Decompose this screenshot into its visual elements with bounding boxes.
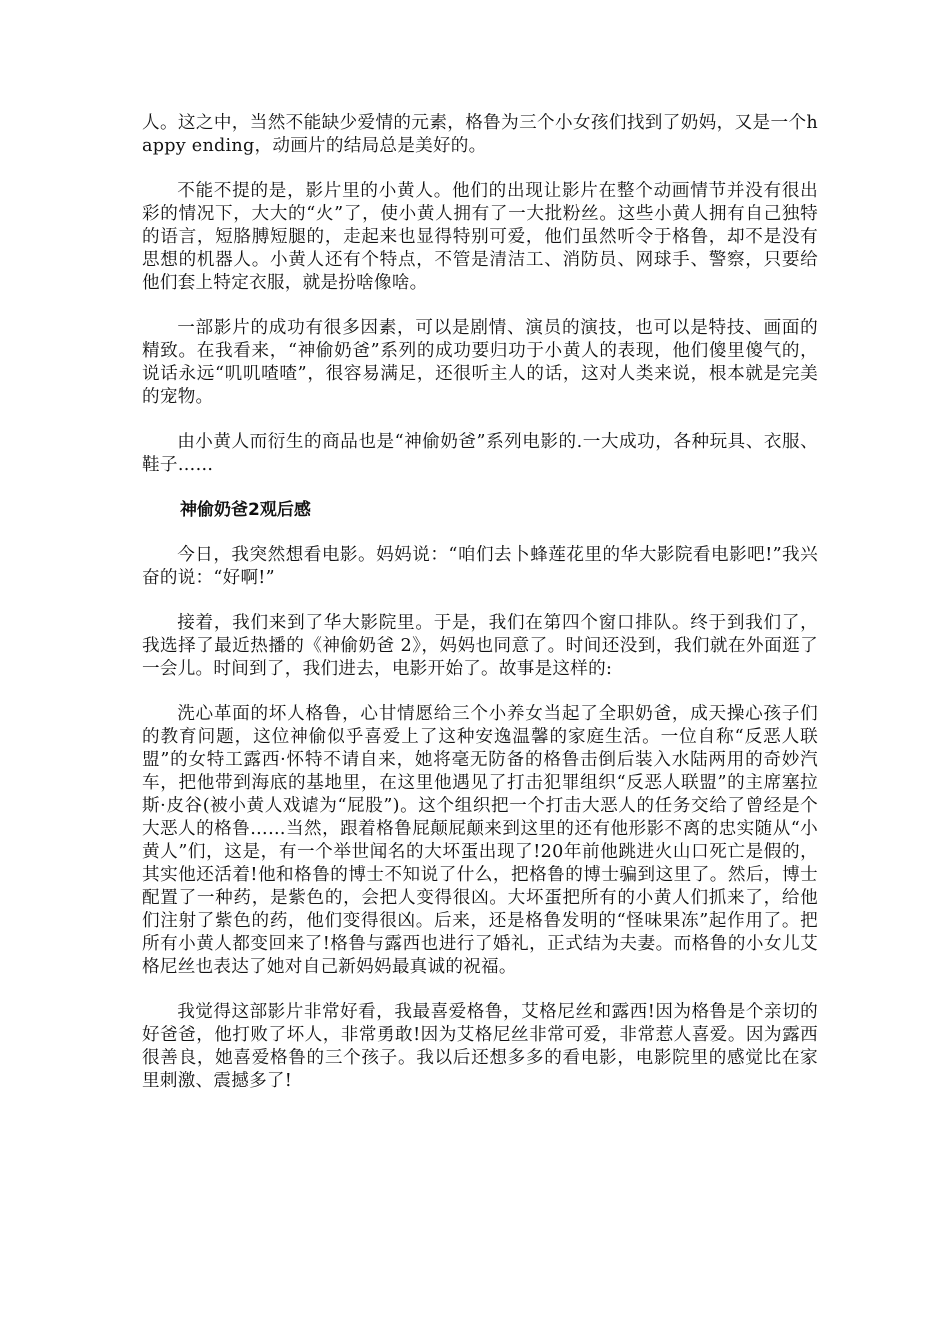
paragraph-minions: 不能不提的是，影片里的小黄人。他们的出现让影片在整个动画情节并没有很出彩的情况下，大大的“火”了，使小黄人拥有了一大批粉丝。这些小黄人拥有自己独特的语言，短胳膊短腿的，走起来也显得特别可爱，他们虽然听令于格鲁，却不是没有思想的机器人。小黄人还有个特点，不管是清洁工、消防员、网球手、警察，只要给他们套上特定衣服，就是扮啥像啥。	[142, 181, 818, 293]
paragraph-merchandise: 由小黄人而衍生的商品也是“神偷奶爸”系列电影的.一大成功，各种玩具、衣服、鞋子……	[142, 432, 818, 475]
paragraph-success-factors: 一部影片的成功有很多因素，可以是剧情、演员的演技，也可以是特技、画面的精致。在我看来，“神偷奶爸”系列的成功要归功于小黄人的表现，他们傻里傻气的，说话永远“叽叽喳喳”，很容易满足，还很听主人的话，这对人类来说，根本就是完美的宠物。	[142, 318, 818, 407]
document-page	[142, 112, 818, 1115]
paragraph-ticket-queue: 接着，我们来到了华大影院里。于是，我们在第四个窗口排队。终于到我们了，我选择了最近热播的《神偷奶爸 2》，妈妈也同意了。时间还没到，我们就在外面逛了一会儿。时间到了，我们进去，电影开始了。故事是这样的:	[142, 613, 818, 679]
paragraph-cinema-idea: 今日，我突然想看电影。妈妈说：“咱们去卜蜂莲花里的华大影院看电影吧!”我兴奋的说：“好啊!”	[142, 545, 818, 588]
section-heading: 神偷奶爸2观后感	[180, 500, 311, 520]
paragraph-story-summary: 洗心革面的坏人格鲁，心甘情愿给三个小养女当起了全职奶爸，成天操心孩子们的教育问题，这位神偷似乎喜爱上了这种安逸温馨的家庭生活。一位自称“反恶人联盟”的女特工露西·怀特不请自来，她将毫无防备的格鲁击倒后装入水陆两用的奇妙汽车，把他带到海底的基地里，在这里他遇见了打击犯罪组织“反恶人联盟”的主席塞拉斯·皮谷(被小黄人戏谑为“屁股”)。这个组织把一个打击大恶人的任务交给了曾经是个大恶人的格鲁……当然，跟着格鲁屁颠屁颠来到这里的还有他形影不离的忠实随从“小黄人”们，这是，有一个举世闻名的大坏蛋出现了!20年前他跳进火山口死亡是假的，其实他还活着!他和格鲁的博士不知说了什么，把格鲁的博士骗到这里了。然后，博士配置了一种药，是紫色的，会把人变得很凶。大坏蛋把所有的小黄人们抓来了，给他们注射了紫色的药，他们变得很凶。后来，还是格鲁发明的“怪味果冻”起作用了。把所有小黄人都变回来了!格鲁与露西也进行了婚礼，正式结为夫妻。而格鲁的小女儿艾格尼丝也表达了她对自己新妈妈最真诚的祝福。	[142, 704, 818, 977]
paragraph-conclusion: 我觉得这部影片非常好看，我最喜爱格鲁，艾格尼丝和露西!因为格鲁是个亲切的好爸爸，他打败了坏人，非常勇敢!因为艾格尼丝非常可爱，非常惹人喜爱。因为露西很善良，她喜爱格鲁的三个孩子。我以后还想多多的看电影，电影院里的感觉比在家里刺激、震撼多了!	[142, 1002, 818, 1091]
paragraph-continuation: 人。这之中，当然不能缺少爱情的元素，格鲁为三个小女孩们找到了奶妈，又是一个happy ending，动画片的结局总是美好的。	[142, 113, 818, 156]
